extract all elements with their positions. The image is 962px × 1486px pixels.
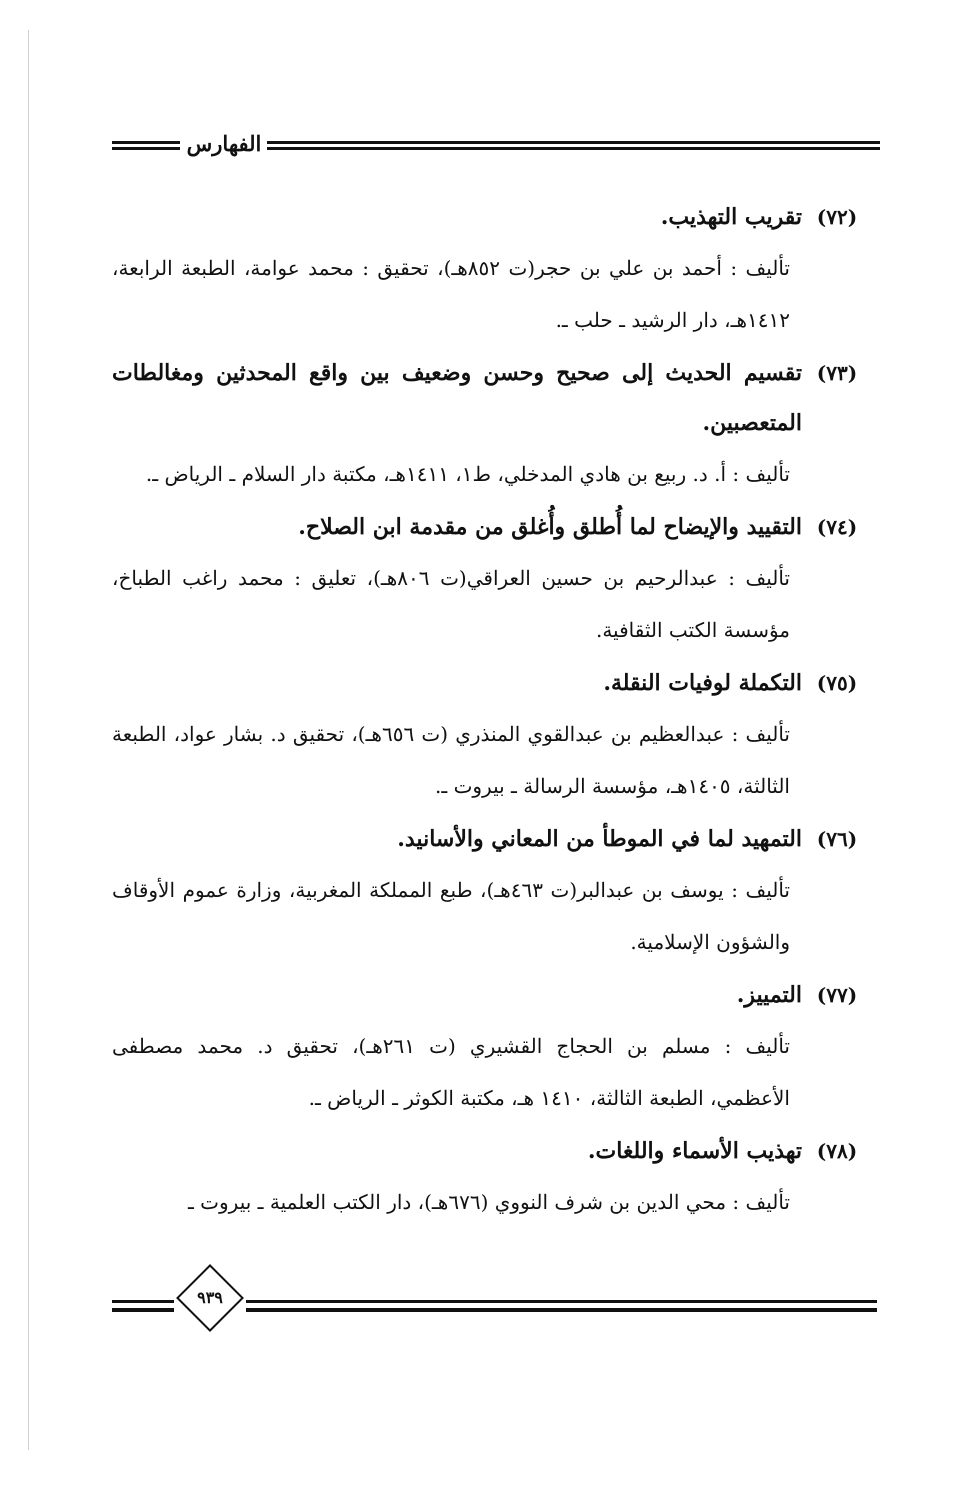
- entry-body: تأليف : محي الدين بن شرف النووي (٦٧٦هـ)، دار الكتب العلمية ـ بيروت ـ: [187, 1190, 790, 1214]
- entry-number: (٧٣): [816, 361, 858, 385]
- entry-heading: [112, 814, 872, 864]
- entry-heading: [112, 502, 872, 552]
- entry-title: تقسيم الحديث إلى صحيح وحسن وضعيف بين واقع المحدثين ومغالطات المتعصبين.: [112, 360, 802, 436]
- entry-title: تهذيب الأسماء واللغات.: [587, 1138, 802, 1164]
- header-rule-right: [267, 141, 880, 150]
- entry-body: تأليف : أ. د. ربيع بن هادي المدخلي، ط١، ١٤١١هـ، مكتبة دار السلام ـ الرياض ـ.: [145, 462, 790, 486]
- page-binding-line: [28, 30, 29, 1450]
- bibliography-entry: [112, 502, 872, 656]
- entry-number: (٧٤): [816, 515, 858, 539]
- bibliography-entry: [112, 1126, 872, 1228]
- entry-body: تأليف : عبدالعظيم بن عبدالقوي المنذري (ت ٦٥٦هـ)، تحقيق د. بشار عواد، الطبعة الثالثة، ١٤٠٥هـ، مؤسسة الرسالة ـ بيروت ـ.: [112, 722, 790, 798]
- entry-number: (٧٢): [816, 205, 858, 229]
- entry-heading: [112, 348, 872, 448]
- entry-number: (٧٧): [816, 983, 858, 1007]
- entry-body: تأليف : مسلم بن الحجاج القشيري (ت ٢٦١هـ)، تحقيق د. محمد مصطفى الأعظمي، الطبعة الثالثة، ١٤١٠ هـ، مكتبة الكوثر ـ الرياض ـ.: [112, 1034, 790, 1110]
- entry-heading: [112, 658, 872, 708]
- entry-title: التقييد والإيضاح لما أُطلق وأُغلق من مقدمة ابن الصلاح.: [298, 514, 802, 540]
- entry-body: تأليف : عبدالرحيم بن حسين العراقي(ت ٨٠٦هـ)، تعليق : محمد راغب الطباخ، مؤسسة الكتب الثقافية.: [112, 566, 790, 642]
- footer-rule-right: [246, 1300, 877, 1312]
- bibliography-list: [112, 192, 872, 1230]
- entry-title: التمييز.: [736, 982, 802, 1008]
- page-number: ٩٣٩: [197, 1288, 223, 1307]
- entry-number: (٧٦): [816, 827, 858, 851]
- entry-title: التكملة لوفيات النقلة.: [603, 670, 802, 696]
- header-rule-left: [112, 141, 180, 150]
- bibliography-entry: [112, 348, 872, 500]
- entry-heading: [112, 970, 872, 1020]
- entry-title: التمهيد لما في الموطأ من المعاني والأسانيد.: [397, 826, 802, 852]
- entry-heading: [112, 192, 872, 242]
- footer-rule-left: [112, 1300, 174, 1312]
- entry-number: (٧٨): [816, 1139, 858, 1163]
- header-title: الفهارس: [186, 131, 262, 156]
- page-footer: [112, 1286, 877, 1346]
- entry-number: (٧٥): [816, 671, 858, 695]
- entry-heading: [112, 1126, 872, 1176]
- entry-body: تأليف : أحمد بن علي بن حجر(ت ٨٥٢هـ)، تحقيق : محمد عوامة، الطبعة الرابعة، ١٤١٢هـ، دار الرشيد ـ حلب ـ.: [112, 256, 790, 332]
- bibliography-entry: [112, 658, 872, 812]
- bibliography-entry: [112, 814, 872, 968]
- entry-body: تأليف : يوسف بن عبدالبر(ت ٤٦٣هـ)، طبع المملكة المغربية، وزارة عموم الأوقاف والشؤون الإسلامية.: [112, 878, 790, 954]
- page-header: [112, 133, 880, 159]
- bibliography-entry: [112, 192, 872, 346]
- entry-title: تقريب التهذيب.: [660, 204, 802, 230]
- bibliography-entry: [112, 970, 872, 1124]
